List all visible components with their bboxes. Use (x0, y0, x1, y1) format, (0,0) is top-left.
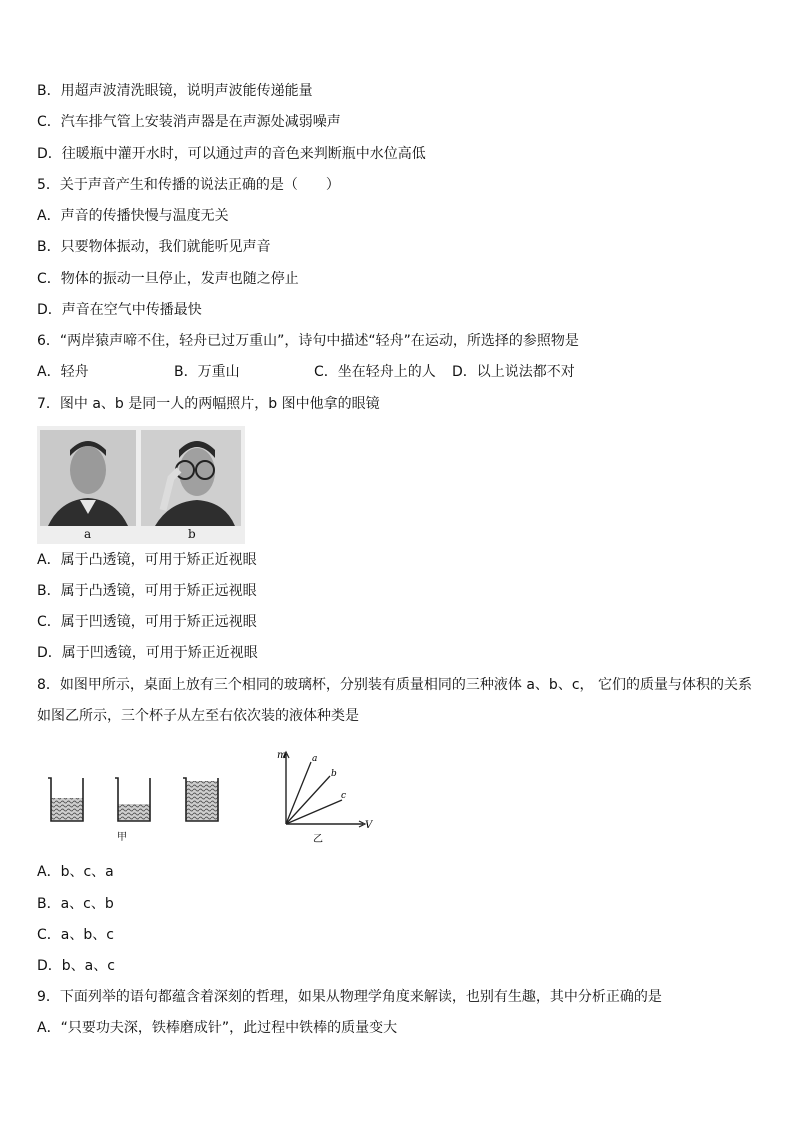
option-line: B．属于凸透镜，可用于矫正远视眼 (37, 583, 257, 599)
option-line: C．属于凹透镜，可用于矫正远视眼 (37, 614, 257, 630)
option-line: A．声音的传播快慢与温度无关 (37, 208, 229, 224)
option-line: C．a、b、c (37, 927, 114, 943)
option-line: B．用超声波清洗眼镜，说明声波能传递能量 (37, 83, 313, 99)
question-6-stem: 6．“两岸猿声啼不住，轻舟已过万重山”，诗句中描述“轻舟”在运动，所选择的参照物是 (37, 333, 579, 349)
line-c-label: c (341, 791, 347, 801)
axis-m-label: m (277, 750, 287, 761)
option-line: A．b、c、a (37, 864, 114, 880)
q6-option-b: B．万重山 (174, 364, 240, 380)
cup-3 (183, 778, 218, 821)
option-line: C．汽车排气管上安装消声器是在声源处减弱噪声 (37, 114, 341, 130)
cup-1 (48, 778, 83, 821)
line-a-label: a (312, 754, 318, 764)
option-line: B．a、c、b (37, 896, 114, 912)
option-line: D．b、a、c (37, 958, 115, 974)
label-jia: 甲 (117, 832, 127, 843)
option-line: A．“只要功夫深，铁棒磨成针”，此过程中铁棒的质量变大 (37, 1020, 398, 1036)
caption-a: a (84, 527, 92, 541)
q6-option-d: D．以上说法都不对 (452, 364, 575, 380)
option-line: D．属于凹透镜，可用于矫正近视眼 (37, 645, 258, 661)
question-6-options (37, 363, 757, 381)
line-b-label: b (331, 769, 337, 779)
label-yi: 乙 (313, 834, 323, 845)
q6-option-c: C．坐在轻舟上的人 (314, 364, 436, 380)
option-line: D．声音在空气中传播最快 (37, 302, 202, 318)
question-9-stem: 9．下面列举的语句都蕴含着深刻的哲理，如果从物理学角度来解读，也别有生趣，其中分析正确的是 (37, 989, 662, 1005)
question-8-stem: 8．如图甲所示，桌面上放有三个相同的玻璃杯，分别装有质量相同的三种液体 a、b、c， 它们的质量与体积的关系 (37, 677, 752, 693)
question-8-figure (37, 748, 377, 848)
question-7-stem: 7．图中 a、b 是同一人的两幅照片，b 图中他拿的眼镜 (37, 396, 380, 412)
cup-2 (115, 778, 150, 821)
photo-b (141, 430, 241, 526)
option-line: B．只要物体振动，我们就能听见声音 (37, 239, 271, 255)
question-8-stem-cont: 如图乙所示，三个杯子从左至右依次装的液体种类是 (37, 708, 359, 724)
m-v-graph (277, 750, 374, 845)
option-line: A．属于凸透镜，可用于矫正近视眼 (37, 552, 257, 568)
line-b (286, 776, 330, 824)
option-line: C．物体的振动一旦停止，发声也随之停止 (37, 271, 299, 287)
caption-b: b (188, 527, 196, 541)
photo-a (40, 430, 136, 526)
axis-v-label: V (365, 820, 373, 831)
option-line: D．往暖瓶中灌开水时，可以通过声的音色来判断瓶中水位高低 (37, 146, 426, 162)
question-5-stem: 5．关于声音产生和传播的说法正确的是（ ） (37, 177, 340, 193)
question-7-photos (37, 426, 245, 544)
q6-option-a: A．轻舟 (37, 364, 89, 380)
